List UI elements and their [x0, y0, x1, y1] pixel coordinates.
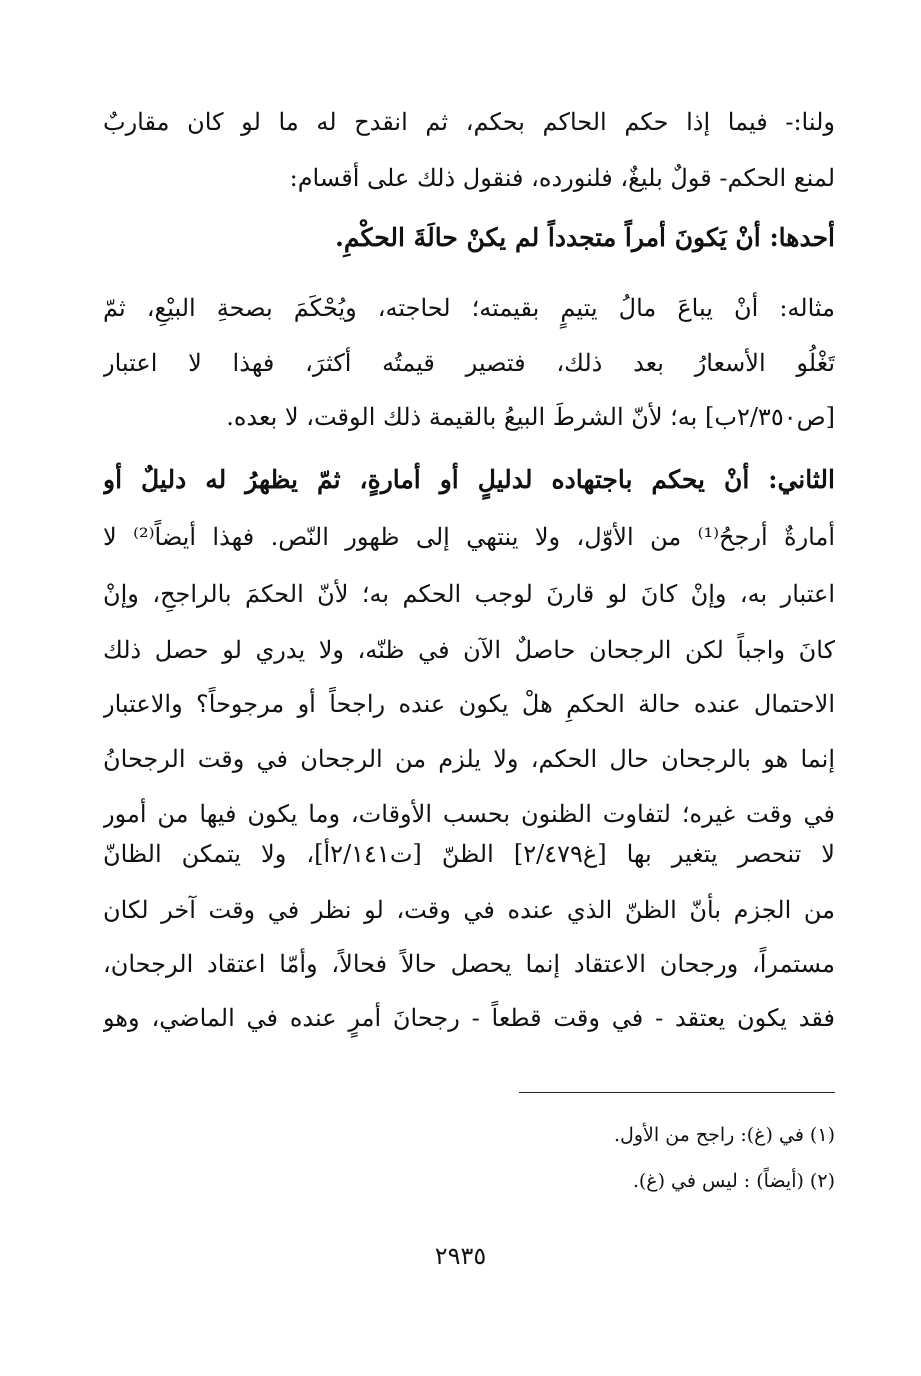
- footnote: (٢) (أيضاً) : ليس في (غ).: [632, 1170, 835, 1192]
- body-line: الاحتمال عنده حالة الحكمِ هلْ يكون عنده راجحاً أو مرجوحاً؟ والاعتبار: [103, 690, 835, 718]
- body-line: تَغْلُو الأسعارُ بعد ذلك، فتصير قيمتُه أكثرَ، فهذا لا اعتبار: [103, 349, 835, 377]
- body-line: لا تنحصر يتغير بها [غ٢/٤٧٩] الظنّ [ت٢/١٤١أ]، ولا يتمكن الظانّ: [103, 840, 835, 868]
- footnote-separator: [519, 1092, 835, 1093]
- section-heading: أحدها: أنْ يَكونَ أمراً متجدداً لم يكنْ حالَةَ الحكْمِ.: [335, 223, 835, 252]
- body-line: في وقت غيره؛ لتفاوت الظنون بحسب الأوقات، وما يكون فيها من أمور: [103, 800, 835, 828]
- body-line: كانَ واجباً لكن الرجحان حاصلٌ الآن في ظنّه، ولا يدري لو حصل ذلك: [103, 636, 835, 664]
- body-line: ولنا:- فيما إذا حكم الحاكم بحكم، ثم انقدح له ما لو كان مقاربٌ: [103, 108, 835, 136]
- body-line: إنما هو بالرجحان حال الحكم، ولا يلزم من الرجحان في وقت الرجحانُ: [103, 745, 835, 773]
- section-heading: الثاني: أنْ يحكم باجتهاده لدليلٍ أو أمارةٍ، ثمّ يظهرُ له دليلٌ أو: [103, 465, 835, 494]
- body-line: فقد يكون يعتقد - في وقت قطعاً - رجحانَ أمرٍ عنده في الماضي، وهو: [103, 1004, 835, 1032]
- body-line: لمنع الحكم- قولٌ بليغٌ، فلنورده، فنقول ذلك على أقسام:: [289, 164, 835, 192]
- page-number: ٢٩٣٥: [434, 1242, 487, 1270]
- body-line: من الجزم بأنّ الظنّ الذي عنده في وقت، لو نظر في وقت آخر لكان: [103, 896, 835, 924]
- footnote: (١) في (غ): راجح من الأول.: [614, 1124, 835, 1146]
- body-line: [ص٢/٣٥٠ب] به؛ لأنّ الشرطَ البيعُ بالقيمة ذلك الوقت، لا بعده.: [226, 403, 835, 431]
- body-line: أمارةٌ أرجحُ⁽¹⁾ من الأوّل، ولا ينتهي إلى ظهور النّص. فهذا أيضاً⁽²⁾ لا: [103, 523, 835, 551]
- body-line: اعتبار به، وإنْ كانَ لو قارنَ لوجب الحكم به؛ لأنّ الحكمَ بالراجحِ، وإنْ: [103, 580, 835, 608]
- body-line: مثاله: أنْ يباعَ مالُ يتيمٍ بقيمته؛ لحاجته، ويُحْكَمَ بصحةِ البيْعِ، ثمّ: [103, 294, 835, 322]
- body-line: مستمراً، ورجحان الاعتقاد إنما يحصل حالاً فحالاً، وأمّا اعتقاد الرجحان،: [103, 950, 835, 978]
